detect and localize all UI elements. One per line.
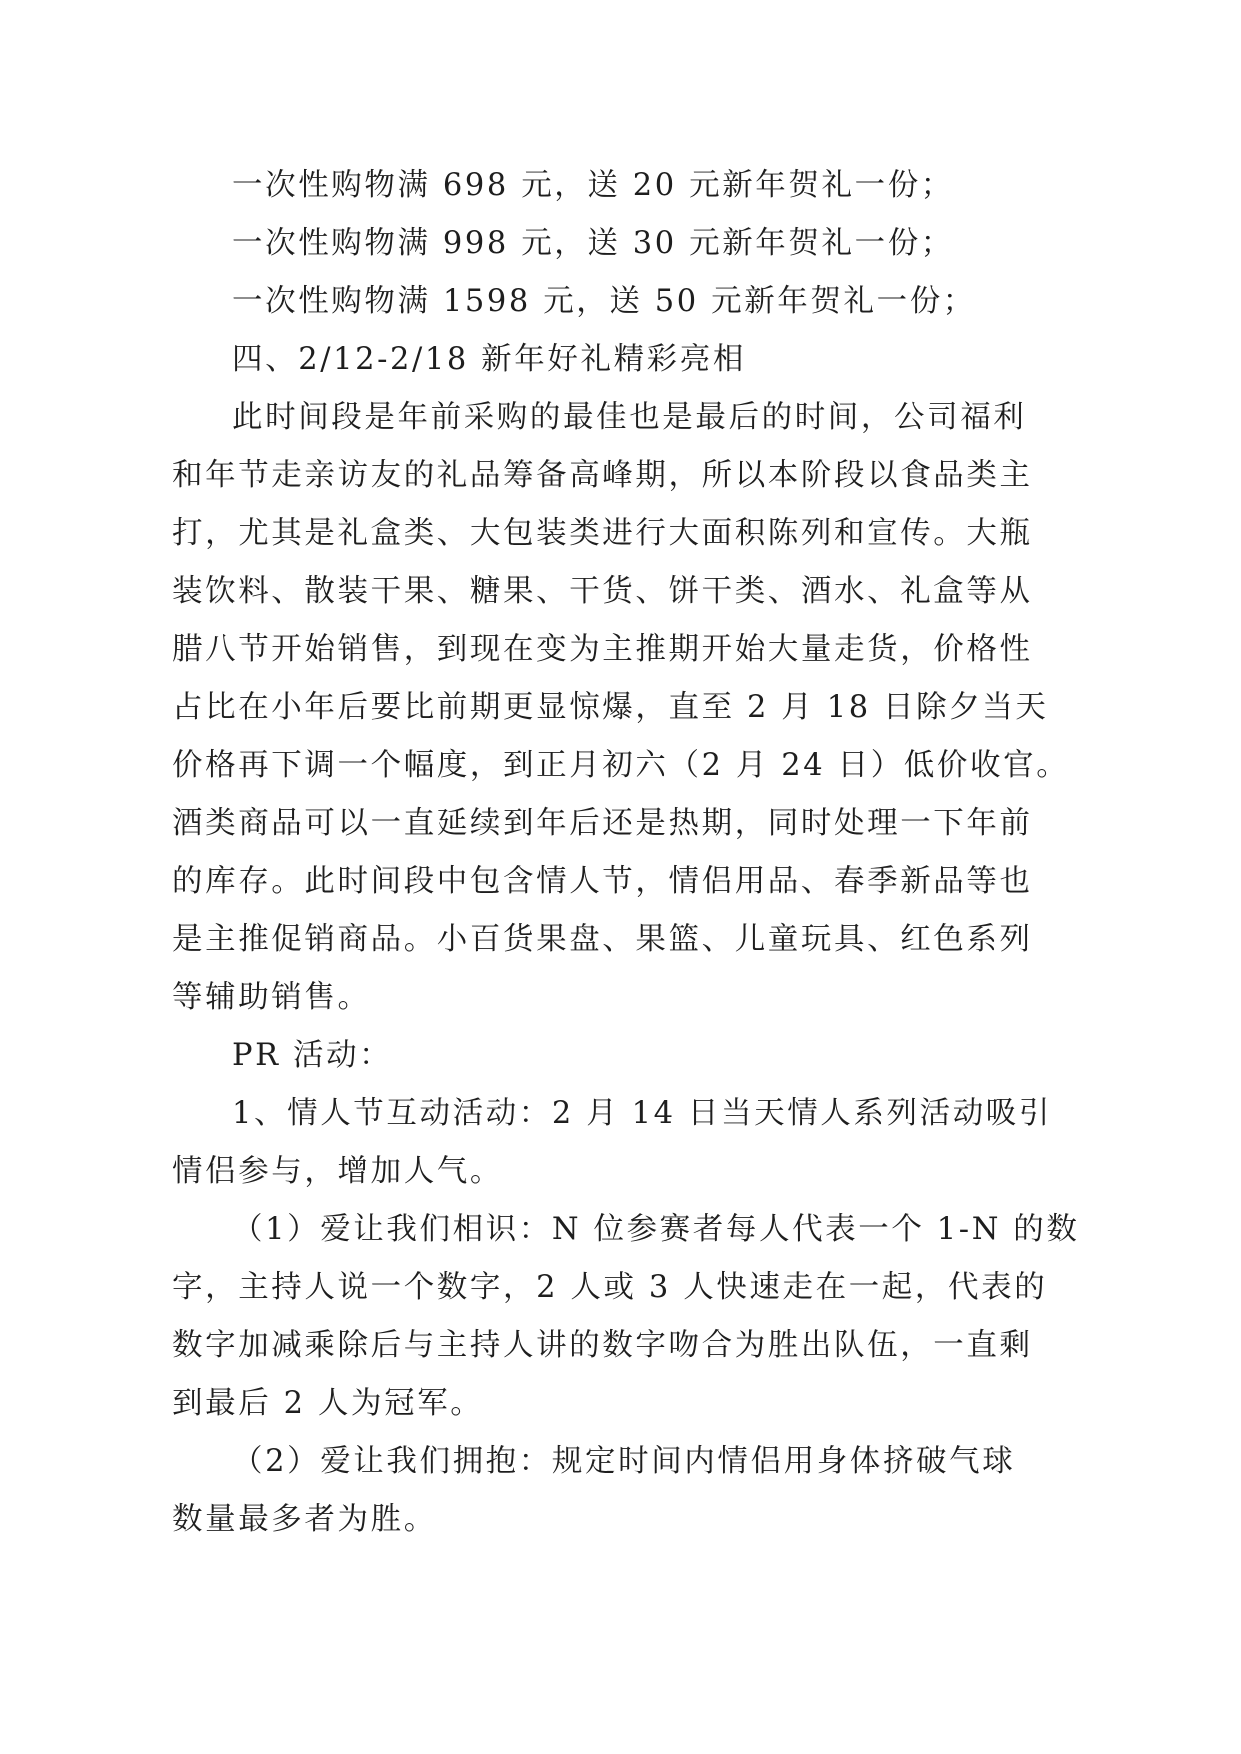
text-line: 到最后 2 人为冠军。 (172, 1386, 484, 1421)
text-line: 一次性购物满 698 元，送 20 元新年贺礼一份； (232, 168, 954, 203)
text-line: 情侣参与，增加人气。 (172, 1154, 503, 1189)
text-line: 装饮料、散装干果、糖果、干货、饼干类、酒水、礼盒等从 (172, 574, 1033, 609)
text-line: （2）爱让我们拥抱：规定时间内情侣用身体挤破气球 (232, 1444, 1016, 1479)
text-line: 1、情人节互动活动：2 月 14 日当天情人系列活动吸引 (232, 1096, 1053, 1131)
text-line: 的库存。此时间段中包含情人节，情侣用品、春季新品等也 (172, 864, 1033, 899)
text-line: 和年节走亲访友的礼品筹备高峰期，所以本阶段以食品类主 (172, 458, 1033, 493)
text-line: 一次性购物满 1598 元，送 50 元新年贺礼一份； (232, 284, 976, 319)
text-line: 一次性购物满 998 元，送 30 元新年贺礼一份； (232, 226, 954, 261)
text-line: 字，主持人说一个数字，2 人或 3 人快速走在一起，代表的 (172, 1270, 1048, 1305)
subheading: PR 活动： (232, 1038, 393, 1073)
text-line: 数量最多者为胜。 (172, 1502, 437, 1537)
text-line: 价格再下调一个幅度，到正月初六（2 月 24 日）低价收官。 (172, 748, 1070, 783)
text-line: 打，尤其是礼盒类、大包装类进行大面积陈列和宣传。大瓶 (172, 516, 1033, 551)
text-line: 占比在小年后要比前期更显惊爆，直至 2 月 18 日除夕当天 (172, 690, 1049, 725)
text-line: 等辅助销售。 (172, 980, 371, 1015)
section-heading: 四、2/12-2/18 新年好礼精彩亮相 (232, 342, 746, 377)
text-line: 腊八节开始销售，到现在变为主推期开始大量走货，价格性 (172, 632, 1033, 667)
text-line: 此时间段是年前采购的最佳也是最后的时间，公司福利 (232, 400, 1027, 435)
text-line: 酒类商品可以一直延续到年后还是热期，同时处理一下年前 (172, 806, 1033, 841)
text-line: 是主推促销商品。小百货果盘、果篮、儿童玩具、红色系列 (172, 922, 1033, 957)
text-line: 数字加减乘除后与主持人讲的数字吻合为胜出队伍，一直剩 (172, 1328, 1033, 1363)
text-line: （1）爱让我们相识：N 位参赛者每人代表一个 1-N 的数 (232, 1212, 1080, 1247)
